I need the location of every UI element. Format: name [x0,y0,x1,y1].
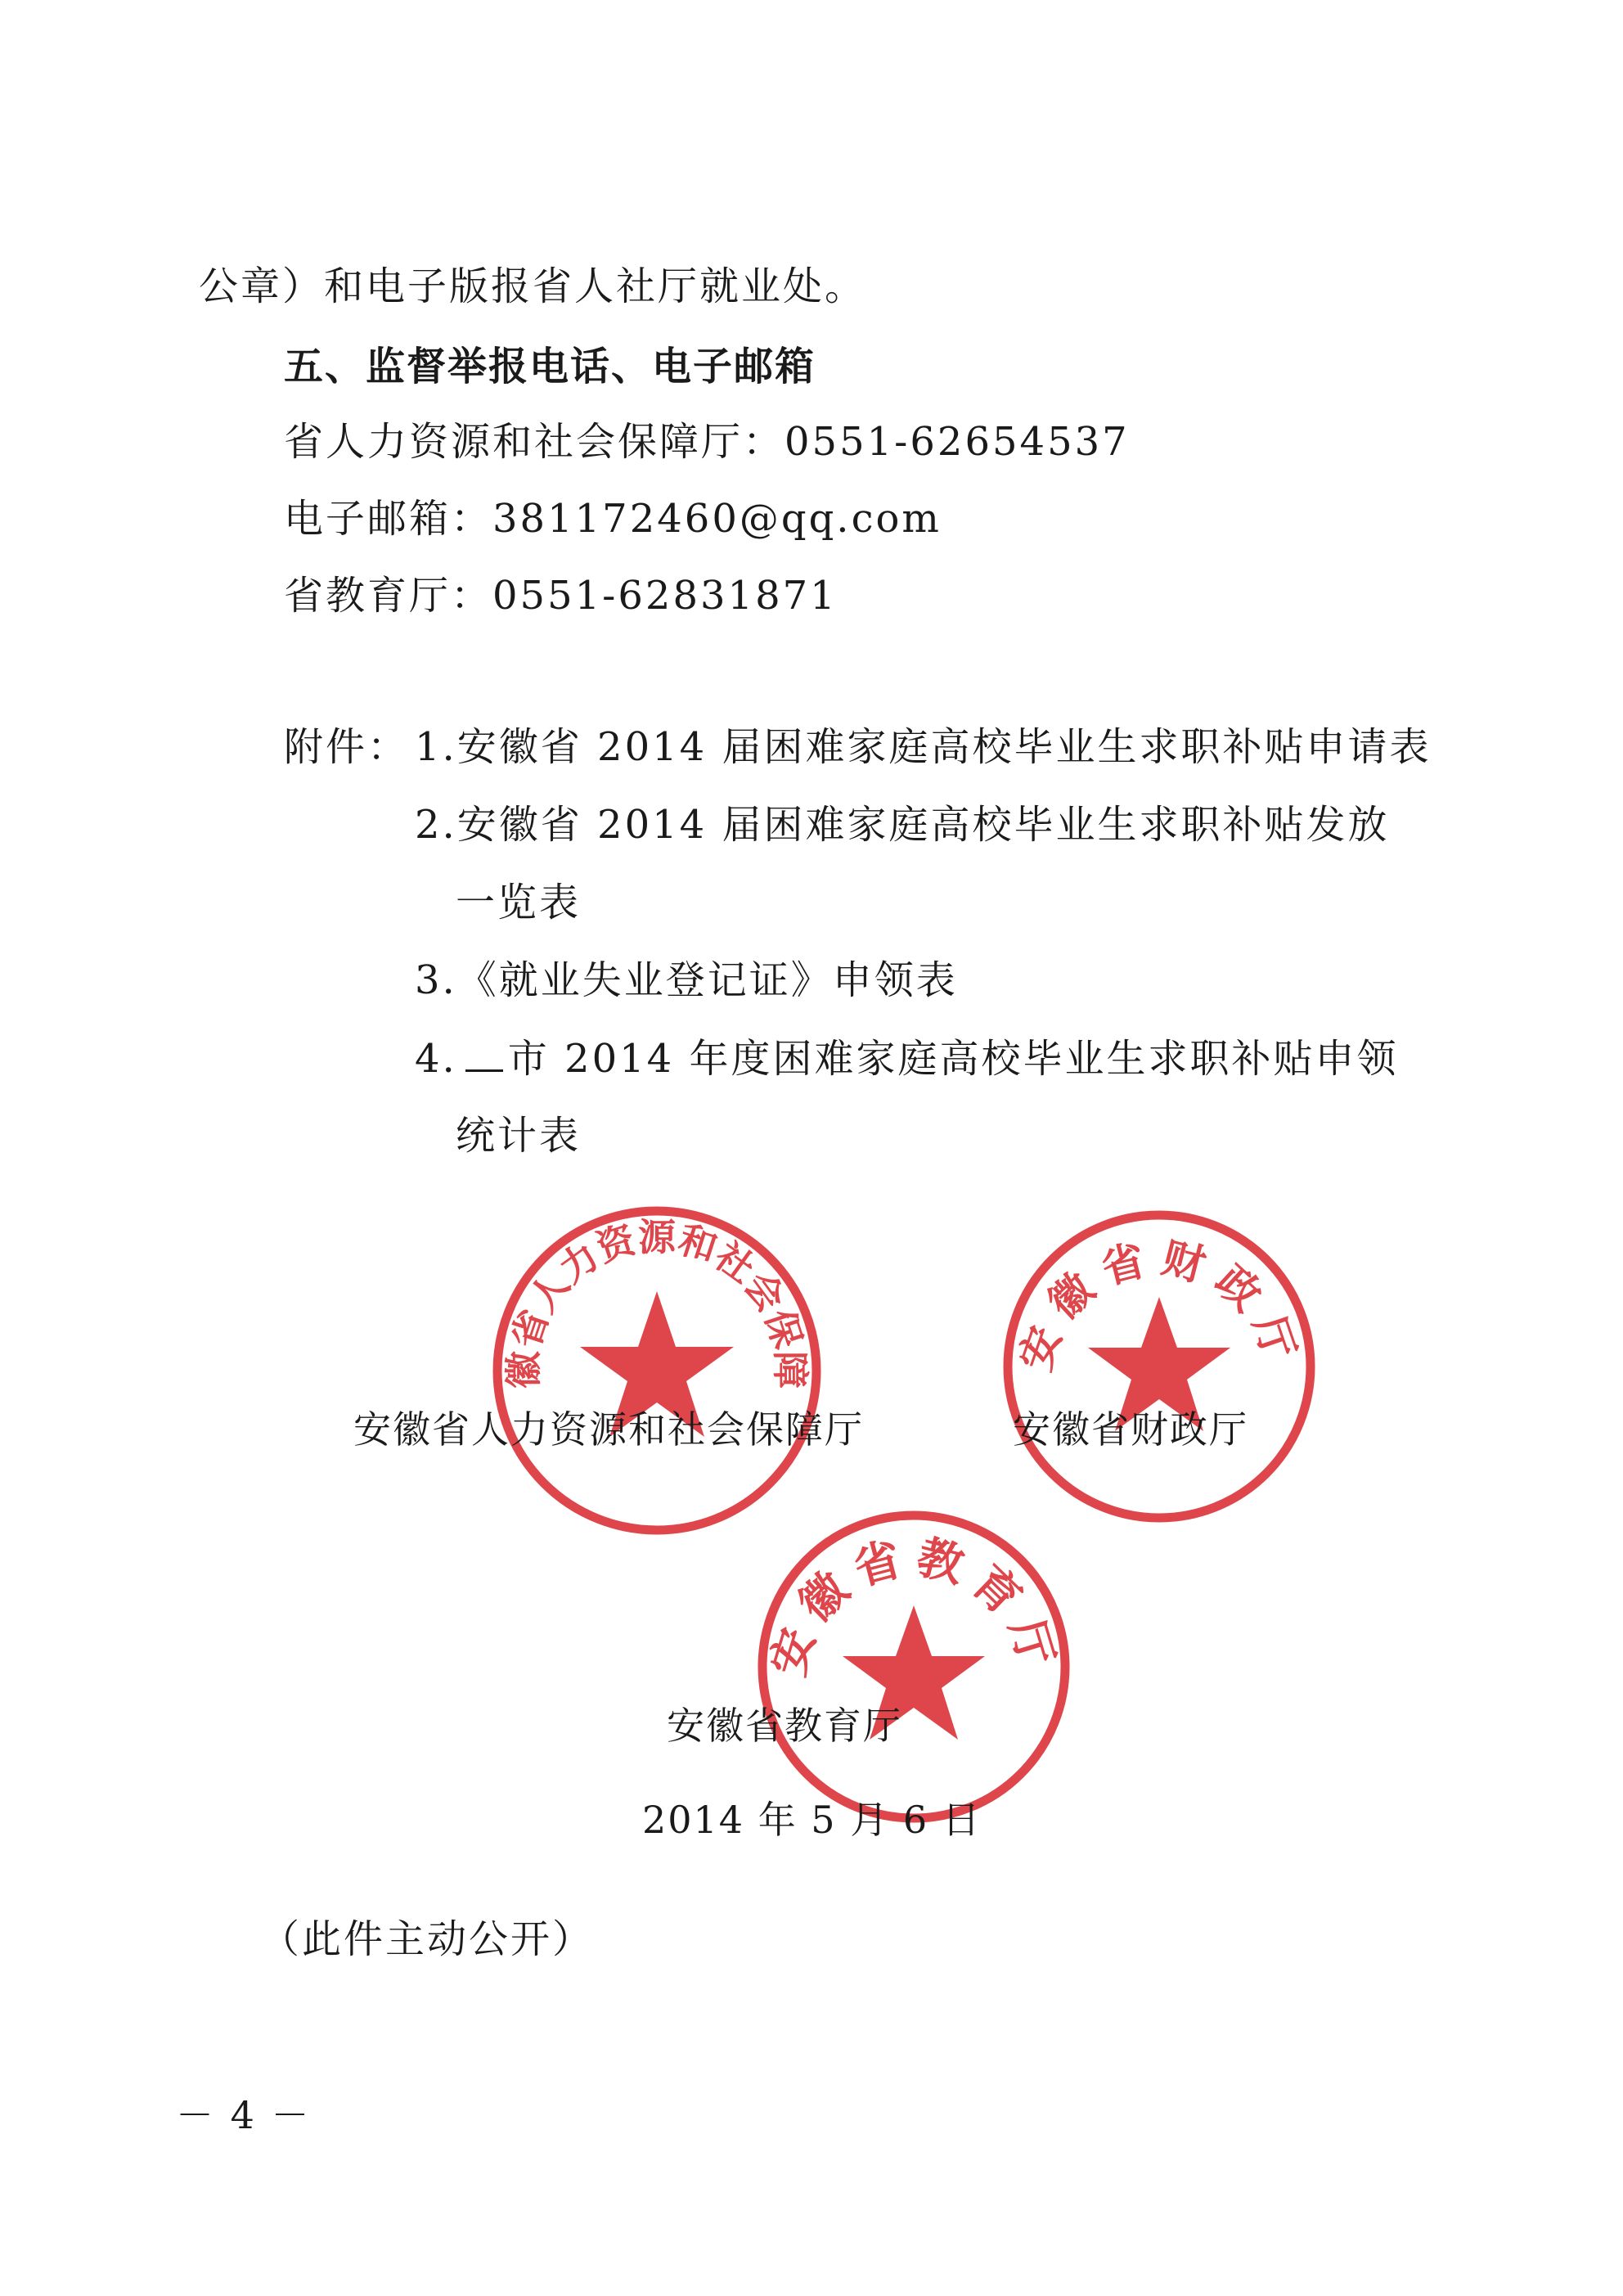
hr-dept-seal [470,1168,825,1538]
page-number: － 4 － [176,2093,312,2137]
signature-date: 2014 年 5 月 6 日 [642,1798,982,1842]
edu-seal-text: 安徽省教育厅 [761,1530,1066,1682]
disclosure-note: （此件主动公开） [260,1916,595,1962]
edu-dept-seal [754,1507,1073,1826]
hr-seal-text: 安徽省人力资源和社会保障厅 [470,1168,813,1389]
section-heading: 五、监督举报电话、电子邮箱 [284,344,816,389]
fill-in-blank [465,1033,503,1072]
body-line-continuation: 公章）和电子版报省人社厅就业处。 [199,263,867,309]
attachment-item-3: 3.《就业失业登记证》申领表 [415,957,958,1003]
attachment-item-2-continued: 一览表 [456,880,582,925]
contact-edu-phone: 省教育厅：0551-62831871 [284,573,838,619]
attachment-item-4-continued: 统计表 [456,1113,582,1159]
finance-dept-seal [1000,1207,1319,1526]
signature-edu-dept: 安徽省教育厅 [667,1704,902,1748]
attachment-item-2: 2.安徽省 2014 届困难家庭高校毕业生求职补贴发放 [415,802,1390,848]
contact-hr-phone: 省人力资源和社会保障厅：0551-62654537 [284,419,1130,465]
attachments-label: 附件： [284,724,410,770]
finance-seal-text: 安徽省财政厅 [1010,1233,1308,1377]
signature-hr-dept: 安徽省人力资源和社会保障厅 [353,1407,864,1452]
contact-email: 电子邮箱：381172460@qq.com [284,496,942,542]
attachment-item-4 [415,1033,1398,1083]
attachment-item-4-text: 市 2014 年度困难家庭高校毕业生求职补贴申领 [507,1036,1399,1082]
attachment-item-4-prefix: 4. [415,1036,457,1082]
attachment-item-1: 1.安徽省 2014 届困难家庭高校毕业生求职补贴申请表 [415,724,1432,770]
signature-finance-dept: 安徽省财政厅 [1013,1407,1248,1452]
